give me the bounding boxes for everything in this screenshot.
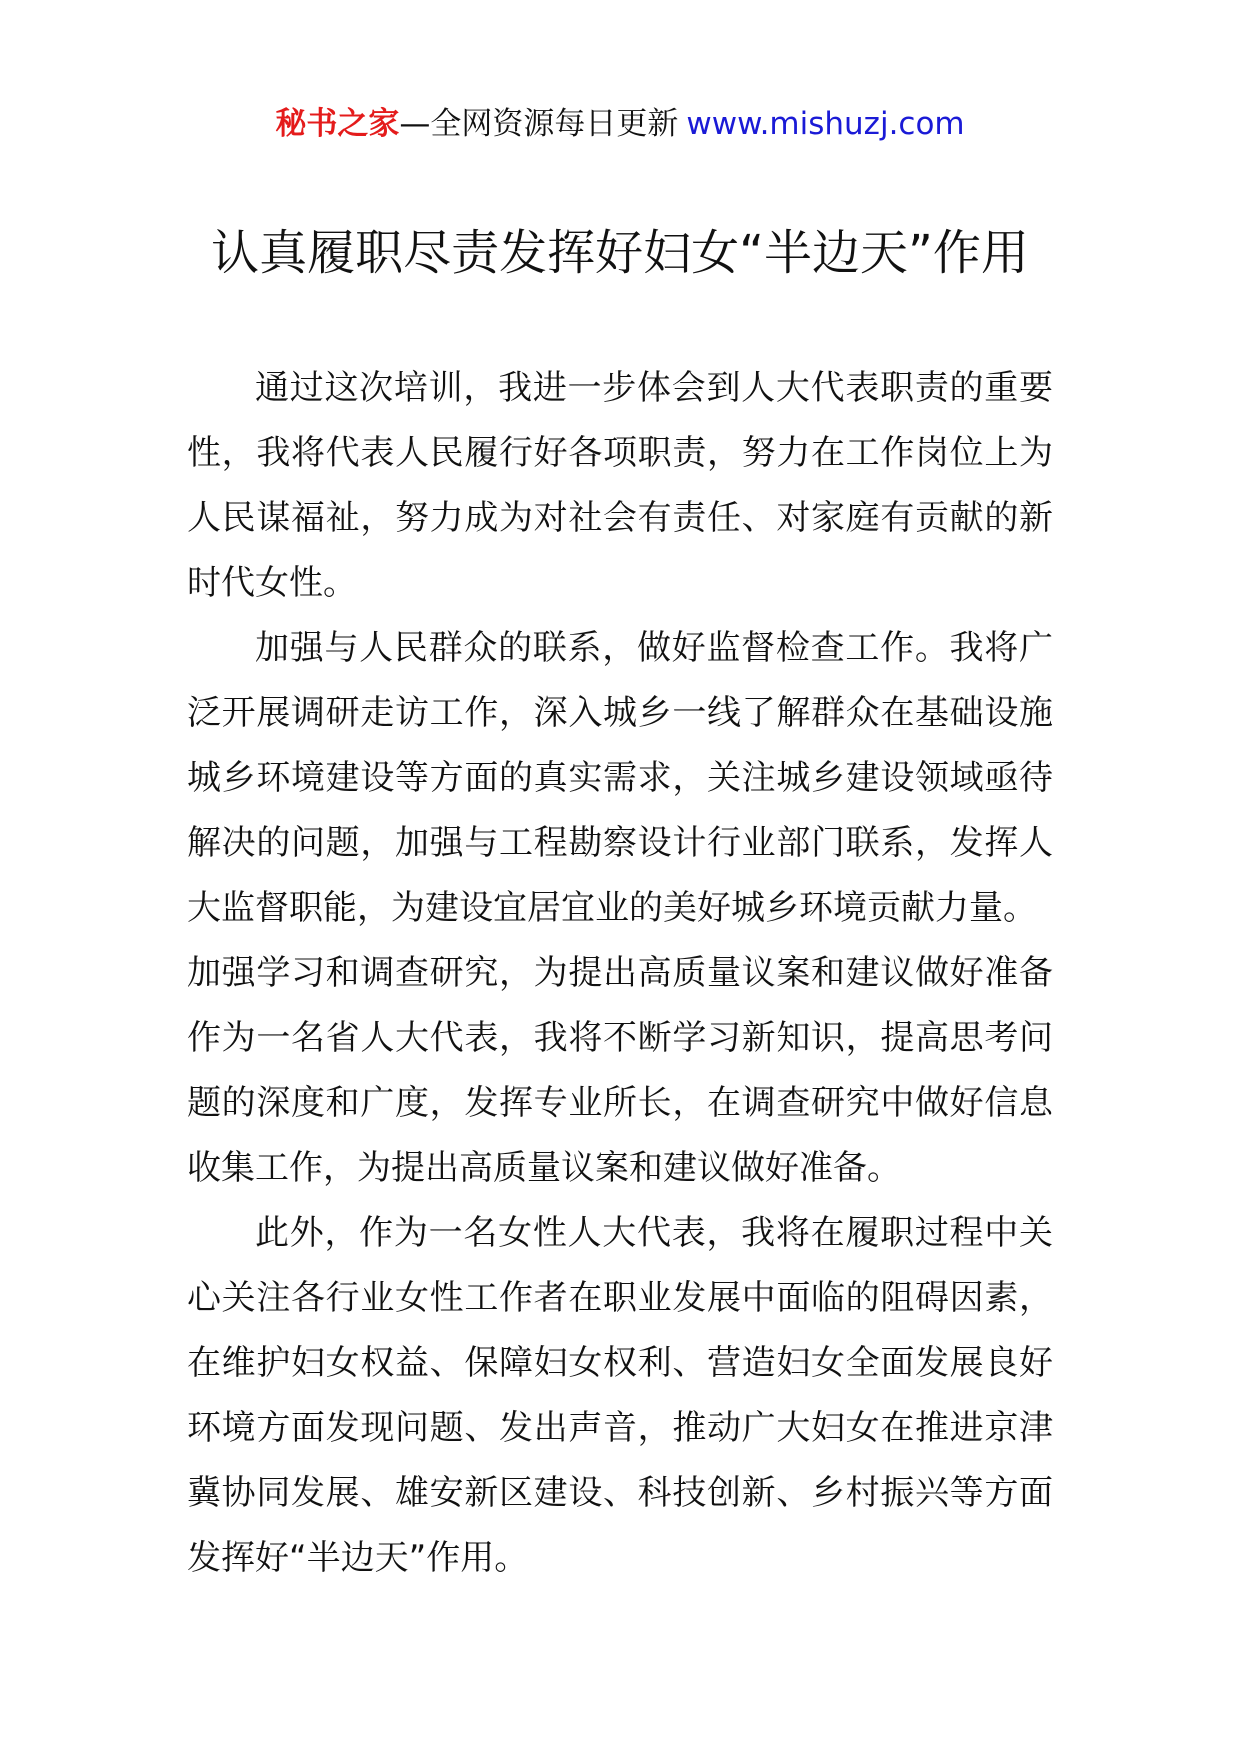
site-url-link[interactable]: www.mishuzj.com [686, 106, 965, 142]
header-slogan: —全网资源每日更新 [399, 106, 679, 142]
brand-name: 秘书之家 [275, 106, 400, 142]
paragraph: 通过这次培训，我进一步体会到人大代表职责的重要性，我将代表人民履行好各项职责，努力在工作岗位上为人民谋福祉，努力成为对社会有责任、对家庭有贡献的新时代女性。 [187, 368, 1053, 603]
document-title: 认真履职尽责发挥好妇女“半边天”作用 [211, 225, 1029, 281]
paragraph: 此外，作为一名女性人大代表，我将在履职过程中关心关注各行业女性工作者在职业发展中面临的阻碍因素，在维护妇女权益、保障妇女权利、营造妇女全面发展良好环境方面发现问题、发出声音，推动广大妇女在推进京津冀协同发展、雄安新区建设、科技创新、乡村振兴等方面发挥好“半边天”作用。 [187, 1213, 1053, 1578]
paragraph: 加强学习和调查研究，为提出高质量议案和建议做好准备作为一名省人大代表，我将不断学习新知识，提高思考问题的深度和广度，发挥专业所长，在调查研究中做好信息收集工作，为提出高质量议案和建议做好准备。 [187, 953, 1053, 1188]
document-body [187, 356, 1053, 1591]
site-header [0, 98, 1240, 150]
paragraph: 加强与人民群众的联系，做好监督检查工作。我将广泛开展调研走访工作，深入城乡一线了解群众在基础设施城乡环境建设等方面的真实需求，关注城乡建设领域亟待解决的问题，加强与工程勘察设计行业部门联系，发挥人大监督职能，为建设宜居宜业的美好城乡环境贡献力量。 [187, 628, 1053, 928]
